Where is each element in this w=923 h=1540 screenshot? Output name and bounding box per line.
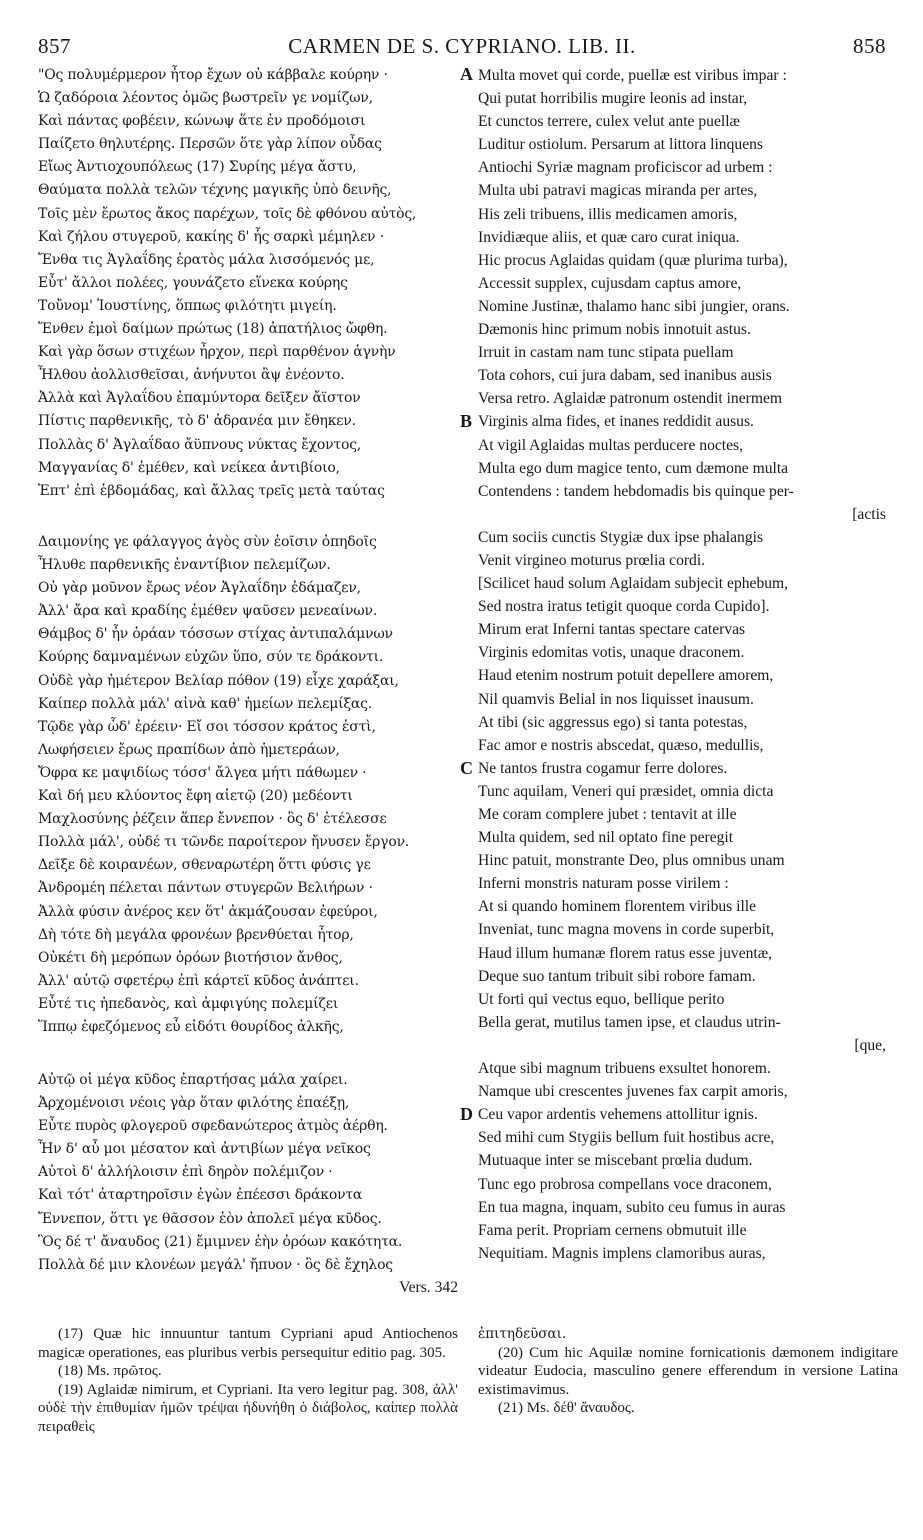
latin-verse-line: Bella gerat, mutilus tamen ipse, et claudus utrin- [478, 1013, 781, 1031]
margin-letter-d: D [460, 1104, 473, 1124]
footnote: (20) Cum hic Aquilæ nomine fornicationis dæmonem indigitare videatur Eudocia, masculino genere efferendum in versione Latina existimavimus. [478, 1344, 898, 1398]
margin-letter-b: B [460, 411, 473, 431]
greek-verse-line: Καὶ δή μευ κλύοντος ἔφη αἰετῷ (20) μεδέοντι [38, 788, 353, 805]
greek-text-block-2 [38, 531, 458, 1039]
latin-verse-line: Fama perit. Propriam cernens obmutuit ille [478, 1221, 747, 1239]
latin-verse-line: At si quando hominem florentem viribus ille [478, 898, 757, 916]
latin-verse-line: Fac amor e nostris abscedat, quæso, medullis, [478, 736, 764, 754]
latin-verse-line: [Scilicet haud solum Aglaidam subjecit ephebum, [478, 575, 789, 593]
running-title: CARMEN DE S. CYPRIANO. LIB. II. [288, 34, 636, 58]
greek-verse-line: Εὖτέ τις ἠπεδανὸς, καὶ ἀμφιγύης πολεμίζει [38, 995, 339, 1012]
greek-verse-line: Ἦλθου ἀολλισθεῖσαι, ἀνήνυτοι ἂψ ἐνέοντο. [38, 367, 345, 384]
latin-verse-line: Haud etenim nostrum potuit depellere amorem, [478, 667, 774, 685]
latin-verse-line: Versa retro. Aglaidæ patronum ostendit inermem [478, 390, 783, 408]
latin-verse-line: Mirum erat Inferni tantas spectare catervas [478, 621, 746, 639]
latin-verse-line: Mutuaque inter se miscebant prœlia dudum. [478, 1152, 753, 1170]
greek-verse-line: Καὶ πάντας φοβέειν, κώνωψ ἅτε ἐν προδόμοισι [38, 113, 366, 130]
latin-verse-line: Invidiæque aliis, et quæ caro curat iniqua. [478, 228, 740, 246]
greek-verse-line: Παίζετο θηλυτέρης. Περσῶν ὅτε γὰρ λίπον οὖδας [38, 136, 382, 153]
latin-verse-line: Et cunctos terrere, culex velut ante puellæ [478, 113, 740, 131]
latin-verse-line: Contendens : tandem hebdomadis bis quinque per- [478, 482, 794, 500]
greek-verse-line: Πίστις παρθενικῆς, τὸ δ' ἀδρανέα μιν ἔθηκεν. [38, 413, 356, 430]
footnote: (21) Ms. δέθ' ἄναυδος. [498, 1400, 635, 1416]
greek-verse-line: Καίπερ πολλὰ μάλ' αἰνὰ καθ' ἡμείων πελεμίξας. [38, 695, 373, 712]
verse-count: Vers. 342 [399, 1279, 458, 1296]
greek-verse-line: Ὃς δέ τ' ἄναυδος (21) ἔμιμνεν ἐὴν ὀρόων κακότητα. [38, 1233, 403, 1250]
footnote: (17) Quæ hic innuuntur tantum Cypriani apud Antiochenos magicæ operationes, eas pluribus verbis persequitur editio pag. 305. [38, 1326, 458, 1361]
greek-verse-line: Καὶ τότ' ἀταρτηροῖσιν ἐγὼν ἐπέεσσι δράκοντα [38, 1187, 363, 1204]
latin-verse-line: Luditur ostiolum. Persarum at littora linquens [478, 136, 763, 154]
latin-verse-line: Virginis edomitas votis, unaque draconem. [478, 644, 745, 662]
greek-verse-line: Κούρης δαμναμένων εὐχῶν ὕπο, σύν τε δράκοντι. [38, 649, 384, 666]
page-number-right: 858 [853, 34, 886, 58]
greek-text-block-1 [38, 64, 458, 503]
margin-letter-c: C [460, 758, 473, 778]
latin-verse-line: His zeli tribuens, illis medicamen amoris, [478, 205, 738, 223]
greek-verse-line: Ἦν δ' αὖ μοι μέσατον καὶ ἀντιβίων μέγα νεῖκος [38, 1141, 371, 1158]
latin-verse-line: Multa ubi patravi magicas miranda per artes, [478, 182, 758, 200]
greek-verse-line: Ἑπτ' ἐπὶ ἑβδομάδας, καὶ ἄλλας τρεῖς μετὰ ταύτας [38, 482, 385, 499]
page-header [38, 34, 886, 60]
latin-verse-line: Irruit in castam nam tunc stipata puellam [478, 344, 734, 362]
greek-verse-line: Τοῖς μὲν ἔρωτος ἄκος παρέχων, τοῖς δὲ φθόνου αὐτὸς, [38, 205, 417, 222]
latin-verse-line: Dæmonis hinc primum nobis innotuit astus. [478, 321, 751, 339]
latin-verse-line: Me coram complere jubet : tentavit at ille [478, 806, 737, 823]
latin-verse-line: Ne tantos frustra cogamur ferre dolores. [478, 759, 728, 777]
latin-verse-line: At tibi (sic aggressus ego) si tanta potestas, [478, 713, 748, 731]
greek-verse-line: Ἀρχομένοισι νέοις γὰρ ὅταν φιλότης ἐπαέξῃ, [38, 1095, 350, 1112]
latin-verse-line: At vigil Aglaidas multas perducere noctes, [478, 436, 744, 454]
greek-verse-line: Ἀλλὰ φύσιν ἀνέρος κεν ὅτ' ἀκμάζουσαν ἐφεύροι, [38, 903, 378, 920]
latin-verse-line: Sed nostra iratus tetigit quoque corda Cupido]. [478, 598, 770, 616]
latin-verse-line: Hinc patuit, monstrante Deo, plus omnibus unam [478, 852, 785, 870]
latin-verse-line: Tota cohors, cui jura dabam, sed inanibus ausis [478, 367, 772, 385]
greek-verse-line: Λωφήσειεν ἔρως πραπίδων ἀπὸ ἡμετεράων, [38, 741, 340, 758]
greek-verse-line: Ἀνδρομέη πέλεται πάντων στυγερῶν Βελιήρων · [38, 880, 373, 897]
greek-verse-line: Ἔνθα τις Ἀγλαΐδης ἐρατὸς μάλα λισσόμενός με, [38, 251, 375, 268]
latin-verse-line: En tua magna, inquam, subito ceu fumus in auras [478, 1198, 786, 1216]
footnote: (18) Ms. πρῶτος. [58, 1363, 162, 1379]
latin-verse-line: Haud illum humanæ florem ratus esse juventæ, [478, 944, 773, 962]
greek-verse-line: Εὖτε πυρὸς φλογεροῦ σφεδανώτερος ἀτμὸς ἀέρθη. [38, 1118, 388, 1135]
greek-verse-line: Ἔνθεν ἐμοὶ δαίμων πρώτως (18) ἀπατήλιος ὤφθη. [38, 321, 388, 338]
greek-verse-line: Ἦλυθε παρθενικῆς ἐναντίβιον πελεμίζων. [38, 557, 331, 574]
latin-verse-line: Cum sociis cunctis Stygiæ dux ipse phalangis [478, 528, 764, 546]
greek-verse-line: Δεῖξε δὲ κοιρανέων, σθεναρωτέρη ὅττι φύσις γε [38, 857, 371, 874]
footnote: (19) Aglaidæ nimirum, et Cypriani. Ita vero legitur pag. 308, ἀλλ' οὐδὲ τὴν ἐπιθυμίαν ἡμῶν τρέψαι ἠδυνήθη ὁ διάβολος, καίπερ πολλὰ πειραθεὶς [38, 1381, 458, 1435]
latin-verse-line: Inveniat, tunc magna movens in corde superbit, [478, 921, 775, 939]
greek-verse-line: Τοὔνομ' Ἰουστίνης, ὅππως φιλότητι μιγείη. [38, 297, 337, 314]
greek-verse-line: Μαχλοσύνης ῥέζειν ἅπερ ἔννεπον · ὃς δ' ἐτέλεσσε [38, 811, 387, 828]
greek-verse-line: Ἀλλὰ καὶ Ἀγλαΐδου ἐπαμύντορα δεῖξεν ἄϊστον [38, 390, 361, 407]
greek-verse-line: Πολλὰ δέ μιν κλονέων μεγάλ' ἤπυον · ὃς δὲ ἔχηλος [38, 1256, 393, 1273]
latin-verse-line: Nequitiam. Magnis implens clamoribus auras, [478, 1244, 766, 1262]
greek-verse-line: Ἔννεπον, ὅττι γε θᾶσσον ἑὸν ἀπολεῖ μέγα κῦδος. [38, 1210, 382, 1227]
latin-verse-line: Virginis alma fides, et inanes reddidit ausus. [478, 413, 754, 431]
margin-letter-a: A [460, 64, 473, 84]
greek-verse-line: Καὶ γὰρ ὅσων στιχέων ἦρχον, περὶ παρθένον ἁγνὴν [38, 344, 396, 361]
greek-verse-line: Ἀλλ' αὐτῷ σφετέρῳ ἐπὶ κάρτεϊ κῦδος ἀνάπτει. [38, 972, 359, 989]
footnotes-right [478, 1325, 898, 1418]
latin-verse-line: Accessit supplex, cujusdam captus amore, [478, 274, 742, 292]
greek-verse-line: Οὐ γὰρ μοῦνον ἔρως νέον Ἀγλαΐδην ἐδάμαζεν, [38, 580, 361, 597]
greek-verse-line: Εὖτ' ἄλλοι πολέες, γουνάζετο εἵνεκα κούρης [38, 274, 348, 291]
greek-verse-line: Οὐκέτι δὴ μερόπων ὀρόων βιοτήσιον ἄνθος, [38, 949, 343, 966]
latin-verse-line: Antiochi Syriæ magnam proficiscor ad urbem : [478, 159, 773, 177]
latin-verse-line: Ut forti qui vectus equo, bellique perito [478, 990, 725, 1008]
greek-verse-line: Πολλὰς δ' Ἀγλαΐδαο ἄϋπνους νύκτας ἔχοντος, [38, 436, 362, 453]
greek-verse-line: Ἵππῳ ἐφεζόμενος εὖ εἰδότι θουρίδος ἀλκῆς, [38, 1018, 344, 1035]
greek-verse-line: Αὐτῷ οἱ μέγα κῦδος ἐπαρτήσας μάλα χαίρει. [38, 1072, 348, 1088]
latin-verse-line: [actis [852, 505, 886, 523]
latin-verse-line: Ceu vapor ardentis vehemens attollitur ignis. [478, 1106, 758, 1124]
latin-verse-line: Tunc aquilam, Veneri qui præsidet, omnia dicta [478, 782, 774, 800]
greek-verse-line: Ὡ ζαδόροια λέοντος ὁμῶς βωστρεῖν γε νομίζων, [38, 90, 373, 107]
greek-verse-line: Θάμβος δ' ἦν ὁράαν τόσσων στίχας ἀντιπαλάμνων [38, 626, 393, 643]
latin-verse-line: Atque sibi magnum tribuens exsultet honorem. [478, 1060, 771, 1078]
greek-verse-line: Τῷδε γὰρ ὧδ' ἐρέειν· Εἴ σοι τόσσον κράτος ἐστὶ, [38, 718, 376, 735]
greek-verse-line: Οὐδὲ γὰρ ἡμέτερον Βελίαρ πόθον (19) εἶχε χαράξαι, [38, 672, 399, 689]
latin-verse-line: Multa movet qui corde, puellæ est viribus impar : [478, 67, 787, 84]
latin-text-column [478, 64, 898, 1265]
greek-verse-line: Ἀλλ' ἄρα καὶ κραδίης ἐμέθεν ψαῦσεν μενεαίνων. [38, 603, 378, 620]
greek-verse-line: "Ος πολυμέρμερον ἦτορ ἔχων οὐ κάββαλε κούρην · [38, 67, 388, 83]
latin-verse-line: Tunc ego probrosa compellans voce draconem, [478, 1175, 772, 1193]
latin-verse-line: Venit virgineo moturus prœlia cordi. [478, 551, 706, 569]
page-number-left: 857 [38, 34, 71, 58]
greek-text-block-3 [38, 1069, 458, 1277]
latin-verse-line: Nil quamvis Belial in nos liquisset inausum. [478, 690, 754, 708]
greek-verse-line: Καὶ ζήλου στυγεροῦ, κακίης δ' ἧς σαρκὶ μέμηλεν · [38, 228, 384, 245]
greek-verse-line: Μαγγανίας δ' ἐμέθεν, καὶ νείκεα ἀντιβίοιο, [38, 459, 340, 476]
greek-verse-line: Θαύματα πολλὰ τελῶν τέχνης μαγικῆς ὑπὸ δεινῆς, [38, 182, 392, 199]
latin-verse-line: Inferni monstris naturam posse virilem : [478, 875, 729, 893]
greek-verse-line: Εἴως Ἀντιοχουπόλεως (17) Συρίης μέγα ἄστυ, [38, 159, 357, 176]
latin-verse-line: Sed mihi cum Stygiis bellum fuit hostibus acre, [478, 1129, 775, 1147]
latin-verse-line: Hic procus Aglaidas quidam (quæ plurima turba), [478, 251, 788, 269]
footnotes-left [38, 1325, 458, 1436]
greek-verse-line: Ὄφρα κε μαψιδίως τόσσ' ἄλγεα μήτι πάθωμεν · [38, 764, 367, 781]
latin-verse-line: Namque ubi crescentes juvenes fax carpit amoris, [478, 1083, 788, 1101]
greek-verse-line: Δὴ τότε δὴ μεγάλα φρονέων βρενθύεται ἦτορ, [38, 926, 354, 943]
latin-verse-line: Nomine Justinæ, thalamo hanc sibi jungier, orans. [478, 297, 790, 315]
latin-verse-line: Deque suo tantum tribuit sibi robore famam. [478, 967, 756, 985]
greek-verse-line: Δαιμονίης γε φάλαγγος ἀγὸς σὺν ἑοῖσιν ὀπηδοῖς [38, 534, 377, 550]
footnote: ἐπιτηδεῦσαι. [478, 1326, 567, 1342]
latin-verse-line: Multa quidem, sed nil optato fine peregit [478, 829, 734, 847]
greek-verse-line: Αὐτοὶ δ' ἀλλήλοισιν ἐπὶ δηρὸν πολέμιζον · [38, 1164, 333, 1181]
latin-verse-line: [que, [854, 1036, 886, 1054]
latin-verse-line: Multa ego dum magice tento, cum dæmone multa [478, 459, 789, 477]
greek-verse-line: Πολλὰ μάλ', οὐδέ τι τῶνδε παροίτερον ἤνυσεν ἔργον. [38, 834, 410, 851]
latin-verse-line: Qui putat horribilis mugire leonis ad instar, [478, 90, 748, 108]
